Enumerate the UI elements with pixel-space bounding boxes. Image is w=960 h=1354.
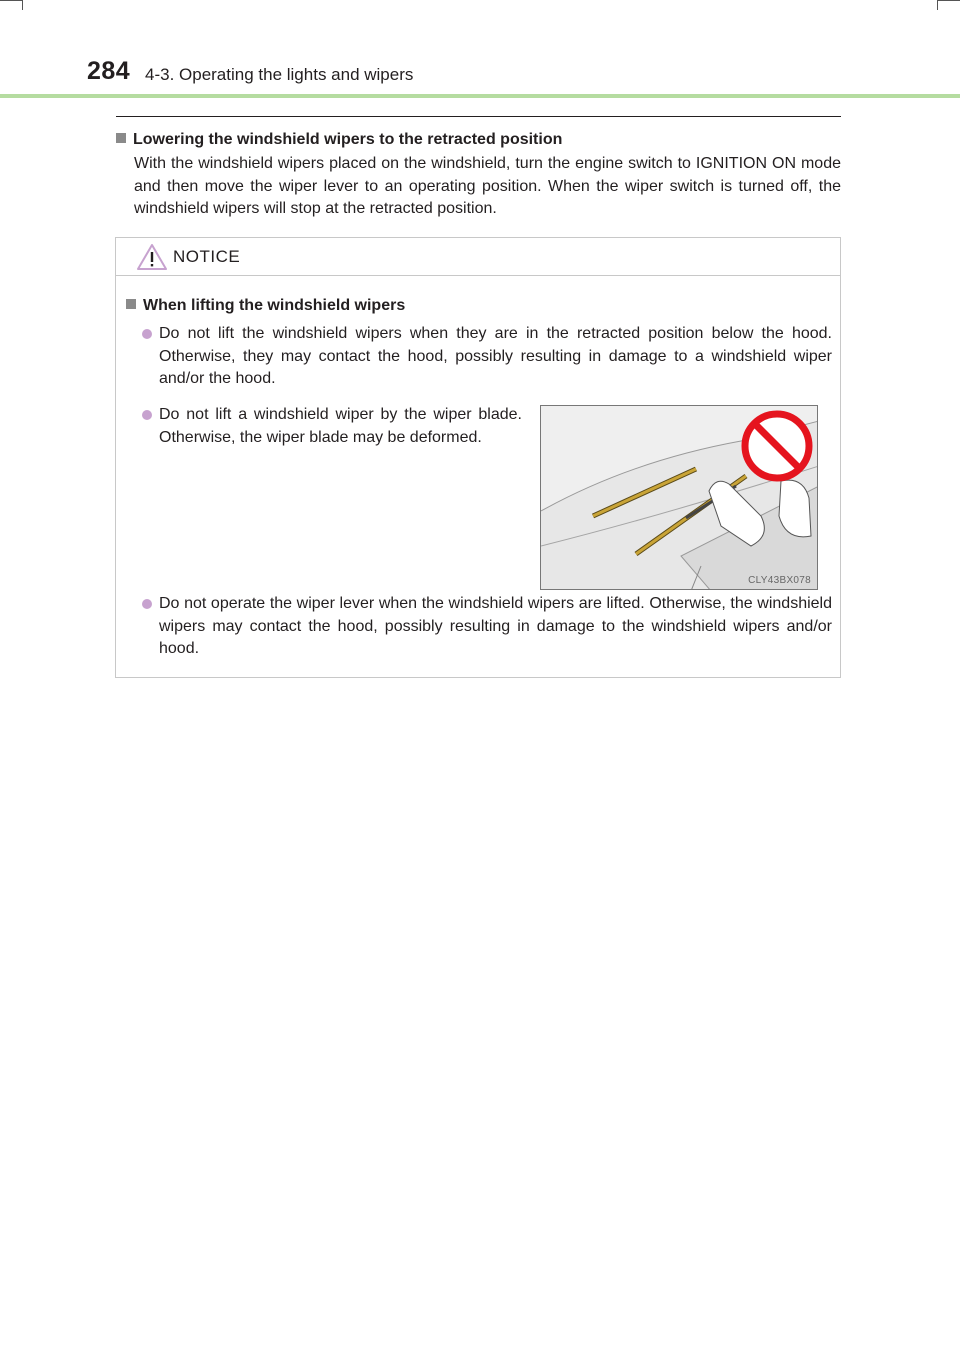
- section-heading-text: Lowering the windshield wipers to the retracted position: [133, 131, 563, 148]
- section-paragraph: With the windshield wipers placed on the windshield, turn the engine switch to IGNITION ON mode and then move the wiper lever to an operating position. When the wiper switch is turned off, the windshield wipers will stop at the retracted position.: [134, 155, 841, 217]
- bullet-dot-icon: [142, 410, 152, 420]
- bullet-dot-icon: [142, 329, 152, 339]
- wiper-illustration: [540, 405, 818, 590]
- chapter-title: 4-3. Operating the lights and wipers: [145, 65, 414, 84]
- notice-bullet: [159, 323, 832, 391]
- bullet-text: Do not operate the wiper lever when the windshield wipers are lifted. Otherwise, the windshield wipers may contact the hood, possibly resulting in damage to the windshield wipers and/or hood.: [159, 595, 832, 657]
- notice-box: [115, 237, 841, 678]
- bullet-text: Do not lift a windshield wiper by the wiper blade. Otherwise, the wiper blade may be deformed.: [159, 406, 522, 446]
- section-heading: [116, 131, 562, 149]
- notice-header: [116, 238, 840, 276]
- section-divider: [116, 116, 841, 117]
- notice-label: NOTICE: [173, 247, 241, 266]
- warning-triangle-icon: [136, 243, 168, 271]
- square-bullet-icon: [126, 299, 136, 309]
- page-number: 284: [87, 57, 131, 85]
- square-bullet-icon: [116, 133, 126, 143]
- windshield-wiper-drawing: [541, 406, 818, 590]
- notice-subheading: [126, 297, 405, 315]
- header-rule: [0, 94, 960, 98]
- notice-subheading-text: When lifting the windshield wipers: [143, 297, 406, 314]
- page-header: [0, 0, 960, 100]
- figure-code: CLY43BX078: [748, 575, 811, 586]
- bullet-text: Do not lift the windshield wipers when they are in the retracted position below the hood. Otherwise, they may contact the hood, possibly resulting in damage to a windshield wiper and/or the hood.: [159, 325, 832, 387]
- bullet-dot-icon: [142, 599, 152, 609]
- notice-bullet: [159, 593, 832, 661]
- notice-bullet: [159, 404, 522, 449]
